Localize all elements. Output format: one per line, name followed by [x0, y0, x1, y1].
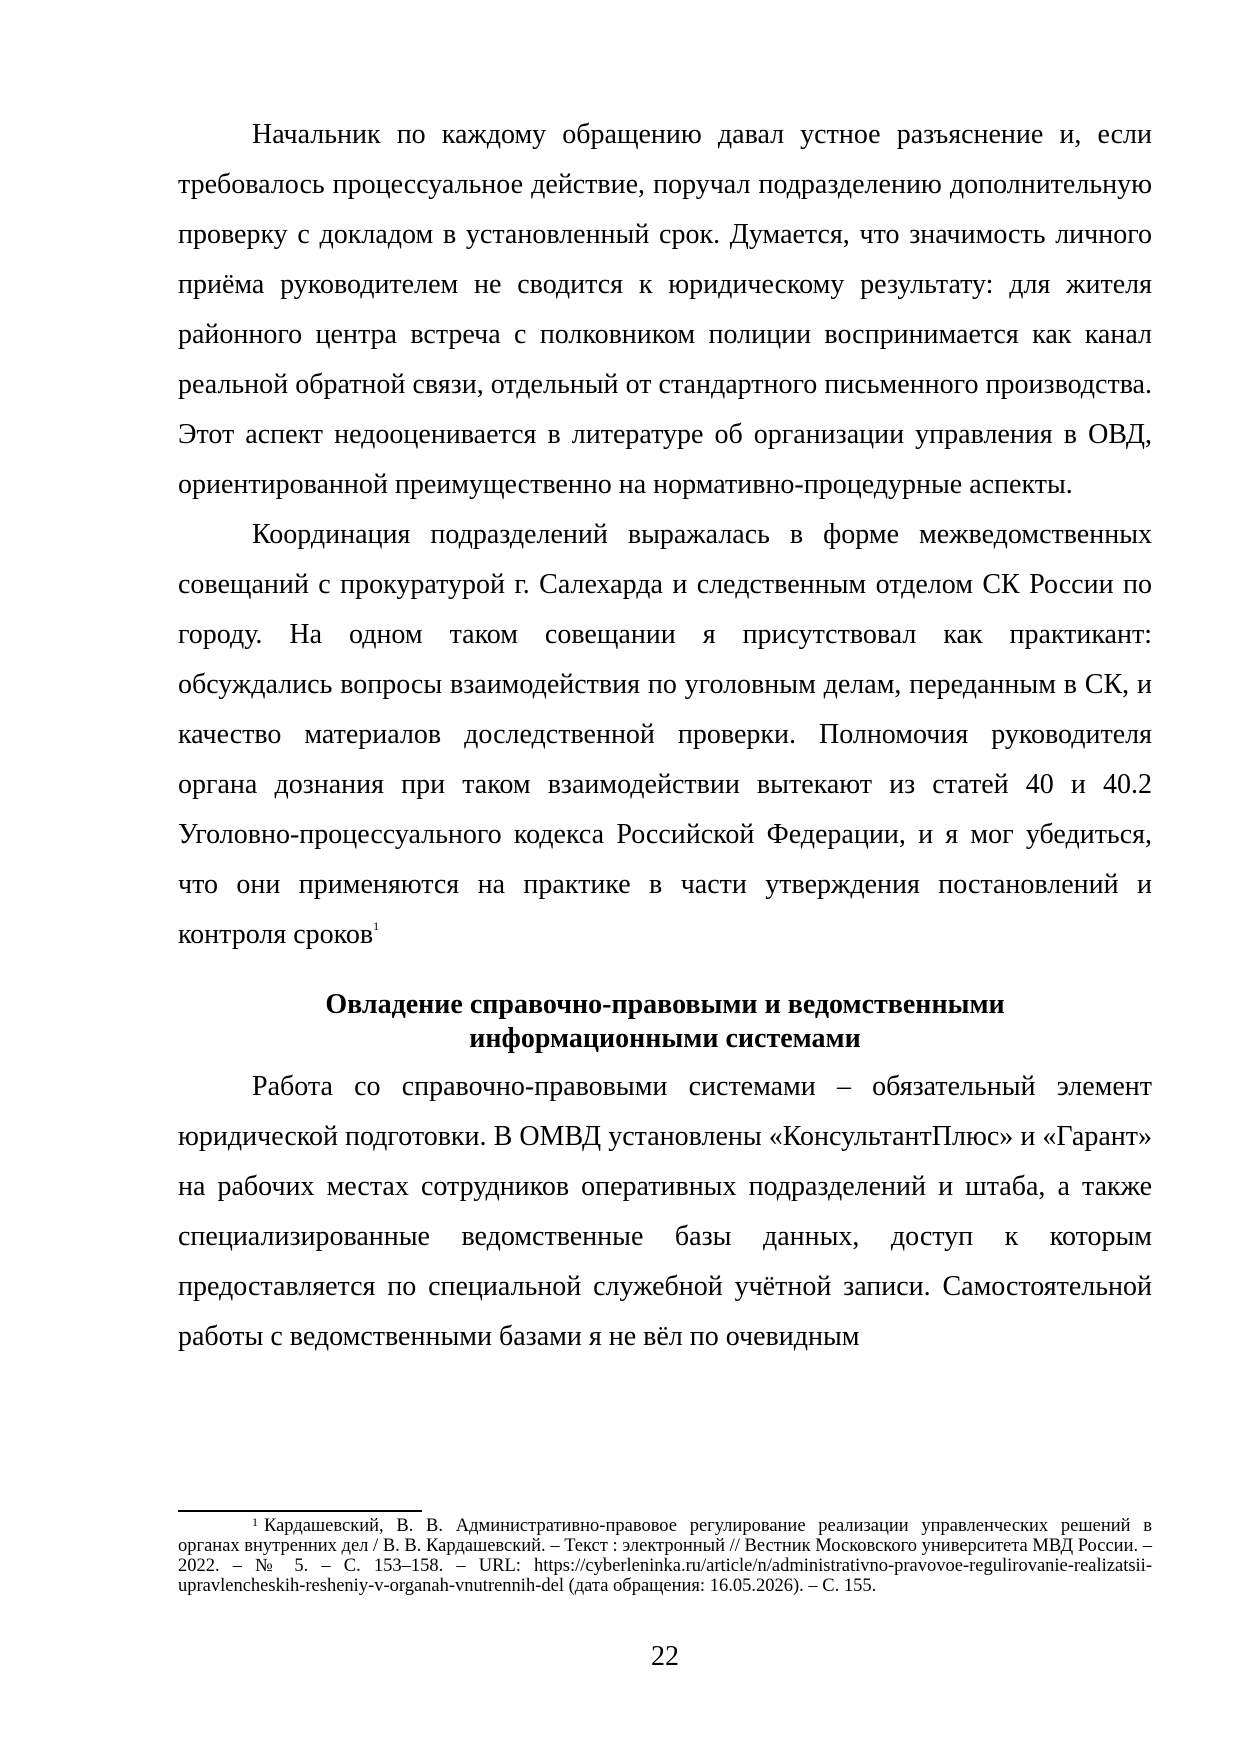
paragraph-legal-systems-text: Работа со справочно-правовыми системами – обязательный элемент юридической подготовки. В ОМВД установлены «КонсультантПлюс» и «Гарант» на рабочих местах сотрудников оперативных подразделений и штаба, а также специализированные ведомственные базы данных, доступ к которым предоставляется по специальной служебной учётной записи. Самостоятельной работы с ведомственными базами я не вёл по очевидным [178, 1071, 1152, 1352]
page-number: 22 [651, 1641, 679, 1672]
body-text [178, 110, 1152, 1362]
footnote-separator [178, 1510, 422, 1512]
footnote-text: Кардашевский, В. В. Административно-правовое регулирование реализации управленческих решений в органах внутренних дел / В. В. Кардашевский. – Текст : электронный // Вестник Московского университета МВД России. – 2022. – № 5. – С. 153–158. – URL: https://cyberleninka.ru/article/n/administrativno-pravovoe-regulirovanie-realizatsii-upravlencheskih-resheniy-v-organah-vnutrennih-del (дата обращения: 16.05.2026). – С. 155. [178, 1516, 1152, 1596]
paragraph-coordination-text: Координация подразделений выражалась в форме межведомственных совещаний с прокуратурой г. Салехарда и следственным отделом СК России по городу. На одном таком совещании я присутствовал как практикант: обсуждались вопросы взаимодействия по уголовным делам, переданным в СК, и качество материалов доследственной проверки. Полномочия руководителя органа дознания при таком взаимодействии вытекают из статей 40 и 40.2 Уголовно-процессуального кодекса Российской Федерации, и я мог убедиться, что они применяются на практике в части утверждения постановлений и контроля сроков [178, 519, 1152, 950]
footnote-reference[interactable]: 1 [373, 919, 380, 933]
paragraph-legal-systems [178, 1062, 1152, 1362]
footnote-mark: 1 [252, 1515, 258, 1529]
footnote [178, 1516, 1152, 1596]
paragraph-reception [178, 110, 1152, 510]
section-heading [178, 988, 1152, 1056]
paragraph-coordination [178, 510, 1152, 960]
section-heading-line2: информационными системами [469, 1023, 861, 1054]
paragraph-reception-text: Начальник по каждому обращению давал устное разъяснение и, если требовалось процессуальное действие, поручал подразделению дополнительную проверку с докладом в установленный срок. Думается, что значимость личного приёма руководителем не сводится к юридическому результату: для жителя районного центра встреча с полковником полиции воспринимается как канал реальной обратной связи, отдельный от стандартного письменного производства. Этот аспект недооценивается в литературе об организации управления в ОВД, ориентированной преимущественно на нормативно-процедурные аспекты. [178, 119, 1152, 500]
section-heading-line1: Овладение справочно-правовыми и ведомственными [325, 989, 1005, 1020]
